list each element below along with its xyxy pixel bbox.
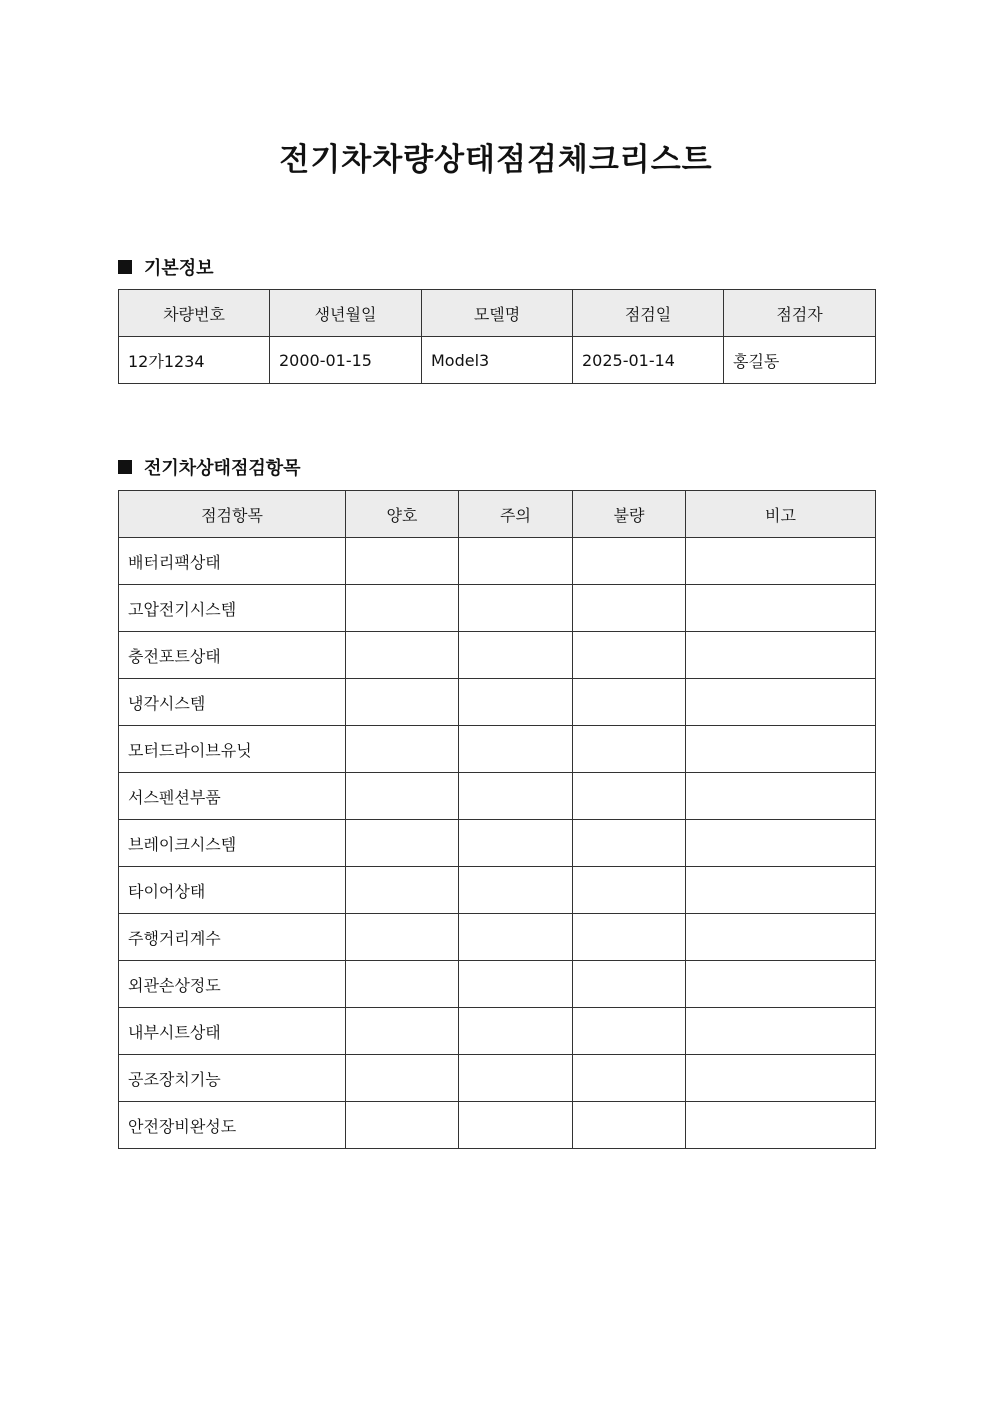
inspection-item-label: 타이어상태 bbox=[119, 867, 346, 914]
inspection-item-label: 안전장비완성도 bbox=[119, 1102, 346, 1149]
inspection-item-label: 브레이크시스템 bbox=[119, 820, 346, 867]
remarks-cell[interactable] bbox=[686, 820, 876, 867]
caution-check-cell[interactable] bbox=[459, 914, 573, 961]
header-cell: 점검항목 bbox=[119, 491, 346, 538]
table-row bbox=[119, 820, 876, 867]
bad-check-cell[interactable] bbox=[573, 726, 686, 773]
table-row bbox=[119, 773, 876, 820]
table-row bbox=[119, 1008, 876, 1055]
inspection-item-label: 배터리팩상태 bbox=[119, 538, 346, 585]
good-check-cell[interactable] bbox=[346, 585, 459, 632]
remarks-cell[interactable] bbox=[686, 961, 876, 1008]
good-check-cell[interactable] bbox=[346, 538, 459, 585]
bad-check-cell[interactable] bbox=[573, 585, 686, 632]
basic-info-table bbox=[118, 289, 876, 384]
section-heading-label: 기본정보 bbox=[144, 258, 214, 279]
table-row bbox=[119, 961, 876, 1008]
caution-check-cell[interactable] bbox=[459, 961, 573, 1008]
remarks-cell[interactable] bbox=[686, 773, 876, 820]
bad-check-cell[interactable] bbox=[573, 820, 686, 867]
remarks-cell[interactable] bbox=[686, 585, 876, 632]
good-check-cell[interactable] bbox=[346, 1055, 459, 1102]
bad-check-cell[interactable] bbox=[573, 1102, 686, 1149]
remarks-cell[interactable] bbox=[686, 726, 876, 773]
inspection-item-label: 냉각시스템 bbox=[119, 679, 346, 726]
caution-check-cell[interactable] bbox=[459, 1055, 573, 1102]
good-check-cell[interactable] bbox=[346, 632, 459, 679]
inspector-cell: 홍길동 bbox=[724, 337, 876, 384]
remarks-cell[interactable] bbox=[686, 538, 876, 585]
table-row bbox=[119, 726, 876, 773]
table-row bbox=[119, 585, 876, 632]
header-cell: 모델명 bbox=[422, 290, 573, 337]
bad-check-cell[interactable] bbox=[573, 1008, 686, 1055]
header-cell: 비고 bbox=[686, 491, 876, 538]
bad-check-cell[interactable] bbox=[573, 632, 686, 679]
good-check-cell[interactable] bbox=[346, 867, 459, 914]
table-header-row bbox=[119, 290, 876, 337]
remarks-cell[interactable] bbox=[686, 679, 876, 726]
square-bullet-icon bbox=[118, 460, 132, 474]
header-cell: 차량번호 bbox=[119, 290, 270, 337]
caution-check-cell[interactable] bbox=[459, 726, 573, 773]
birth-date-cell: 2000-01-15 bbox=[270, 337, 422, 384]
caution-check-cell[interactable] bbox=[459, 1102, 573, 1149]
caution-check-cell[interactable] bbox=[459, 1008, 573, 1055]
table-row bbox=[119, 632, 876, 679]
caution-check-cell[interactable] bbox=[459, 585, 573, 632]
inspection-item-label: 고압전기시스템 bbox=[119, 585, 346, 632]
good-check-cell[interactable] bbox=[346, 1102, 459, 1149]
section-heading-basic-info bbox=[118, 254, 214, 280]
good-check-cell[interactable] bbox=[346, 914, 459, 961]
remarks-cell[interactable] bbox=[686, 632, 876, 679]
header-cell: 불량 bbox=[573, 491, 686, 538]
remarks-cell[interactable] bbox=[686, 914, 876, 961]
bad-check-cell[interactable] bbox=[573, 773, 686, 820]
caution-check-cell[interactable] bbox=[459, 679, 573, 726]
good-check-cell[interactable] bbox=[346, 679, 459, 726]
table-header-row bbox=[119, 491, 876, 538]
caution-check-cell[interactable] bbox=[459, 867, 573, 914]
header-cell: 주의 bbox=[459, 491, 573, 538]
good-check-cell[interactable] bbox=[346, 773, 459, 820]
caution-check-cell[interactable] bbox=[459, 773, 573, 820]
remarks-cell[interactable] bbox=[686, 1055, 876, 1102]
header-cell: 생년월일 bbox=[270, 290, 422, 337]
table-row bbox=[119, 1102, 876, 1149]
bad-check-cell[interactable] bbox=[573, 1055, 686, 1102]
bad-check-cell[interactable] bbox=[573, 961, 686, 1008]
header-cell: 양호 bbox=[346, 491, 459, 538]
remarks-cell[interactable] bbox=[686, 867, 876, 914]
good-check-cell[interactable] bbox=[346, 961, 459, 1008]
page-title: 전기차차량상태점검체크리스트 bbox=[279, 142, 713, 178]
bad-check-cell[interactable] bbox=[573, 867, 686, 914]
good-check-cell[interactable] bbox=[346, 820, 459, 867]
good-check-cell[interactable] bbox=[346, 1008, 459, 1055]
square-bullet-icon bbox=[118, 260, 132, 274]
bad-check-cell[interactable] bbox=[573, 914, 686, 961]
header-cell: 점검일 bbox=[573, 290, 724, 337]
section-heading-inspection-items bbox=[118, 454, 301, 480]
inspection-item-label: 외관손상정도 bbox=[119, 961, 346, 1008]
table-row bbox=[119, 538, 876, 585]
inspection-item-label: 서스펜션부품 bbox=[119, 773, 346, 820]
table-row bbox=[119, 914, 876, 961]
table-row bbox=[119, 867, 876, 914]
header-cell: 점검자 bbox=[724, 290, 876, 337]
inspection-item-label: 충전포트상태 bbox=[119, 632, 346, 679]
inspection-item-label: 모터드라이브유닛 bbox=[119, 726, 346, 773]
vehicle-number-cell: 12가1234 bbox=[119, 337, 270, 384]
caution-check-cell[interactable] bbox=[459, 820, 573, 867]
bad-check-cell[interactable] bbox=[573, 679, 686, 726]
inspection-date-cell: 2025-01-14 bbox=[573, 337, 724, 384]
remarks-cell[interactable] bbox=[686, 1008, 876, 1055]
inspection-item-label: 내부시트상태 bbox=[119, 1008, 346, 1055]
table-row bbox=[119, 679, 876, 726]
section-heading-label: 전기차상태점검항목 bbox=[144, 458, 301, 479]
caution-check-cell[interactable] bbox=[459, 538, 573, 585]
good-check-cell[interactable] bbox=[346, 726, 459, 773]
remarks-cell[interactable] bbox=[686, 1102, 876, 1149]
table-row bbox=[119, 1055, 876, 1102]
inspection-item-label: 공조장치기능 bbox=[119, 1055, 346, 1102]
table-row bbox=[119, 337, 876, 384]
inspection-item-label: 주행거리계수 bbox=[119, 914, 346, 961]
inspection-items-table bbox=[118, 490, 876, 1149]
caution-check-cell[interactable] bbox=[459, 632, 573, 679]
bad-check-cell[interactable] bbox=[573, 538, 686, 585]
model-name-cell: Model3 bbox=[422, 337, 573, 384]
